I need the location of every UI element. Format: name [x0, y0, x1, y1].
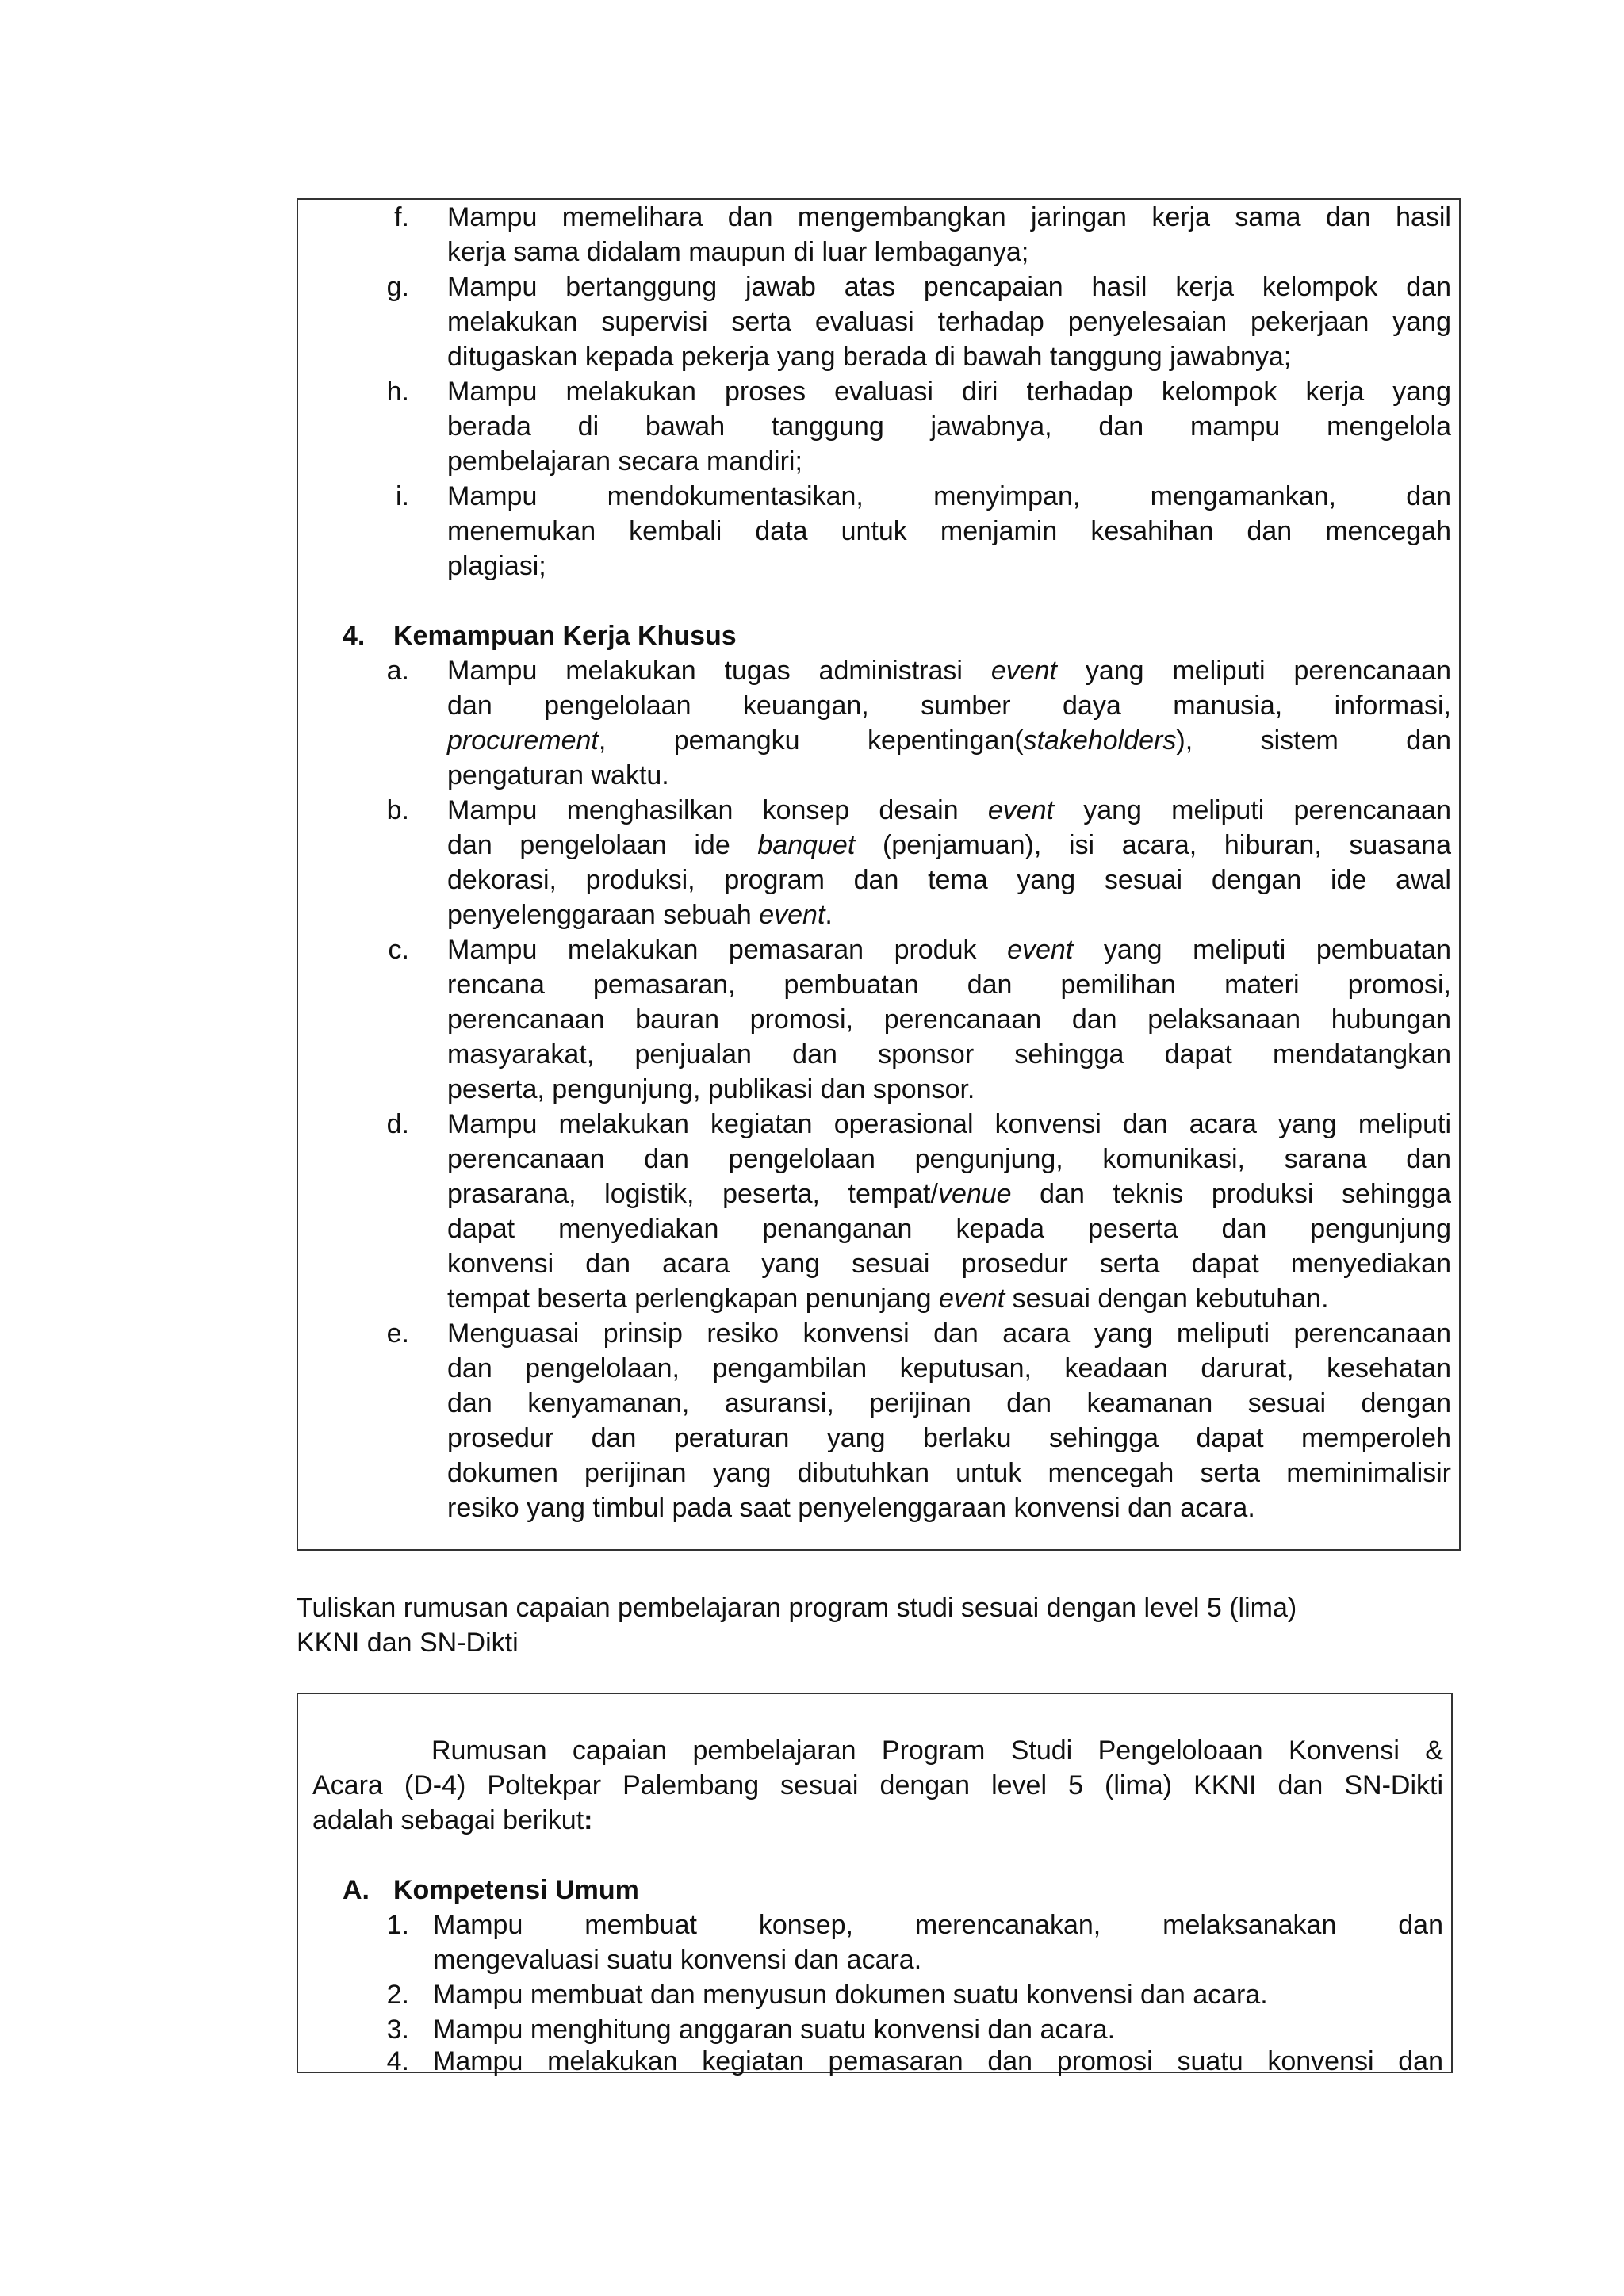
list-item-d-line: dapat menyediakan penanganan kepada peserta dan pengunjung: [447, 1214, 1451, 1244]
list-marker: a.: [386, 656, 409, 686]
intro-paragraph-line: Acara (D-4) Poltekpar Palembang sesuai dengan level 5 (lima) KKNI dan SN-Dikti: [312, 1770, 1443, 1800]
list-item-g-line: ditugaskan kepada pekerja yang berada di bawah tanggung jawabnya;: [447, 342, 1292, 372]
list-item-b-line: dan pengelolaan ide banquet (penjamuan), isi acara, hiburan, suasana: [447, 830, 1451, 860]
list-marker: d.: [386, 1109, 409, 1139]
list-marker: 4.: [386, 2046, 409, 2076]
list-item-d-line: prasarana, logistik, peserta, tempat/venue dan teknis produksi sehingga: [447, 1179, 1452, 1209]
list-item-h-line: Mampu melakukan proses evaluasi diri terhadap kelompok kerja yang: [447, 377, 1451, 407]
list-item-g-line: melakukan supervisi serta evaluasi terhadap penyelesaian pekerjaan yang: [447, 307, 1451, 337]
list-marker: h.: [386, 377, 409, 407]
instruction-text: KKNI dan SN-Dikti: [297, 1628, 519, 1658]
section-heading: Kompetensi Umum: [393, 1875, 639, 1905]
list-item-e-line: dan kenyamanan, asuransi, perijinan dan keamanan sesuai dengan: [447, 1388, 1451, 1418]
list-marker: e.: [386, 1318, 409, 1349]
list-item-b-line: penyelenggaraan sebuah event.: [447, 900, 833, 930]
list-item-line: Mampu melakukan kegiatan pemasaran dan promosi suatu konvensi dan: [433, 2046, 1443, 2076]
list-marker: 3.: [386, 2015, 409, 2045]
list-marker: b.: [386, 795, 409, 825]
list-item-e-line: prosedur dan peraturan yang berlaku sehingga dapat memperoleh: [447, 1423, 1451, 1453]
list-item-c-line: masyarakat, penjualan dan sponsor sehingga dapat mendatangkan: [447, 1039, 1451, 1070]
list-item-c-line: perencanaan bauran promosi, perencanaan dan pelaksanaan hubungan: [447, 1004, 1451, 1035]
intro-paragraph-line: adalah sebagai berikut:: [312, 1805, 593, 1835]
intro-paragraph-line: Rumusan capaian pembelajaran Program Studi Pengeloloaan Konvensi &: [431, 1735, 1443, 1766]
list-item-a-line: dan pengelolaan keuangan, sumber daya manusia, informasi,: [447, 691, 1451, 721]
list-item-d-line: tempat beserta perlengkapan penunjang event sesuai dengan kebutuhan.: [447, 1284, 1329, 1314]
section-number: 4.: [343, 621, 366, 651]
list-item-i-line: menemukan kembali data untuk menjamin kesahihan dan mencegah: [447, 516, 1451, 546]
list-item-b-line: dekorasi, produksi, program dan tema yang sesuai dengan ide awal: [447, 865, 1451, 895]
list-item-line: Mampu membuat dan menyusun dokumen suatu konvensi dan acara.: [433, 1980, 1268, 2010]
list-item-line: Mampu membuat konsep, merencanakan, melaksanakan dan: [433, 1910, 1443, 1940]
list-item-i-line: plagiasi;: [447, 551, 546, 581]
list-item-c-line: Mampu melakukan pemasaran produk event yang meliputi pembuatan: [447, 935, 1452, 965]
list-item-e-line: dan pengelolaan, pengambilan keputusan, keadaan darurat, kesehatan: [447, 1353, 1451, 1383]
list-item-i-line: Mampu mendokumentasikan, menyimpan, mengamankan, dan: [447, 481, 1451, 511]
section-heading: Kemampuan Kerja Khusus: [393, 621, 737, 651]
list-item-h-line: pembelajaran secara mandiri;: [447, 446, 802, 476]
list-marker: 2.: [386, 1980, 409, 2010]
list-marker: i.: [396, 481, 409, 511]
list-item-a-line: Mampu melakukan tugas administrasi event yang meliputi perencanaan: [447, 656, 1451, 686]
list-item-f-line: Mampu memelihara dan mengembangkan jaringan kerja sama dan hasil: [447, 202, 1451, 232]
list-item-line: mengevaluasi suatu konvensi dan acara.: [433, 1945, 922, 1975]
list-item-b-line: Mampu menghasilkan konsep desain event yang meliputi perencanaan: [447, 795, 1451, 825]
list-item-e-line: Menguasai prinsip resiko konvensi dan acara yang meliputi perencanaan: [447, 1318, 1451, 1349]
section-marker: A.: [343, 1875, 370, 1905]
instruction-text: Tuliskan rumusan capaian pembelajaran program studi sesuai dengan level 5 (lima): [297, 1593, 1297, 1623]
list-item-e-line: dokumen perijinan yang dibutuhkan untuk mencegah serta meminimalisir: [447, 1458, 1451, 1488]
list-item-h-line: berada di bawah tanggung jawabnya, dan mampu mengelola: [447, 411, 1451, 442]
list-item-c-line: rencana pemasaran, pembuatan dan pemilihan materi promosi,: [447, 970, 1451, 1000]
list-item-f-line: kerja sama didalam maupun di luar lembaganya;: [447, 237, 1029, 267]
list-item-e-line: resiko yang timbul pada saat penyelenggaraan konvensi dan acara.: [447, 1493, 1255, 1523]
list-marker: 1.: [386, 1910, 409, 1940]
list-item-line: Mampu menghitung anggaran suatu konvensi dan acara.: [433, 2015, 1116, 2045]
list-item-c-line: peserta, pengunjung, publikasi dan sponsor.: [447, 1074, 975, 1104]
list-marker: g.: [386, 272, 409, 302]
list-item-a-line: pengaturan waktu.: [447, 760, 669, 790]
list-item-d-line: Mampu melakukan kegiatan operasional konvensi dan acara yang meliputi: [447, 1109, 1451, 1139]
list-marker: f.: [394, 202, 409, 232]
list-item-a-line: procurement, pemangku kepentingan(stakeholders), sistem dan: [447, 725, 1451, 756]
list-item-d-line: perencanaan dan pengelolaan pengunjung, komunikasi, sarana dan: [447, 1144, 1451, 1174]
list-item-d-line: konvensi dan acara yang sesuai prosedur serta dapat menyediakan: [447, 1249, 1451, 1279]
list-item-g-line: Mampu bertanggung jawab atas pencapaian hasil kerja kelompok dan: [447, 272, 1451, 302]
list-marker: c.: [388, 935, 409, 965]
